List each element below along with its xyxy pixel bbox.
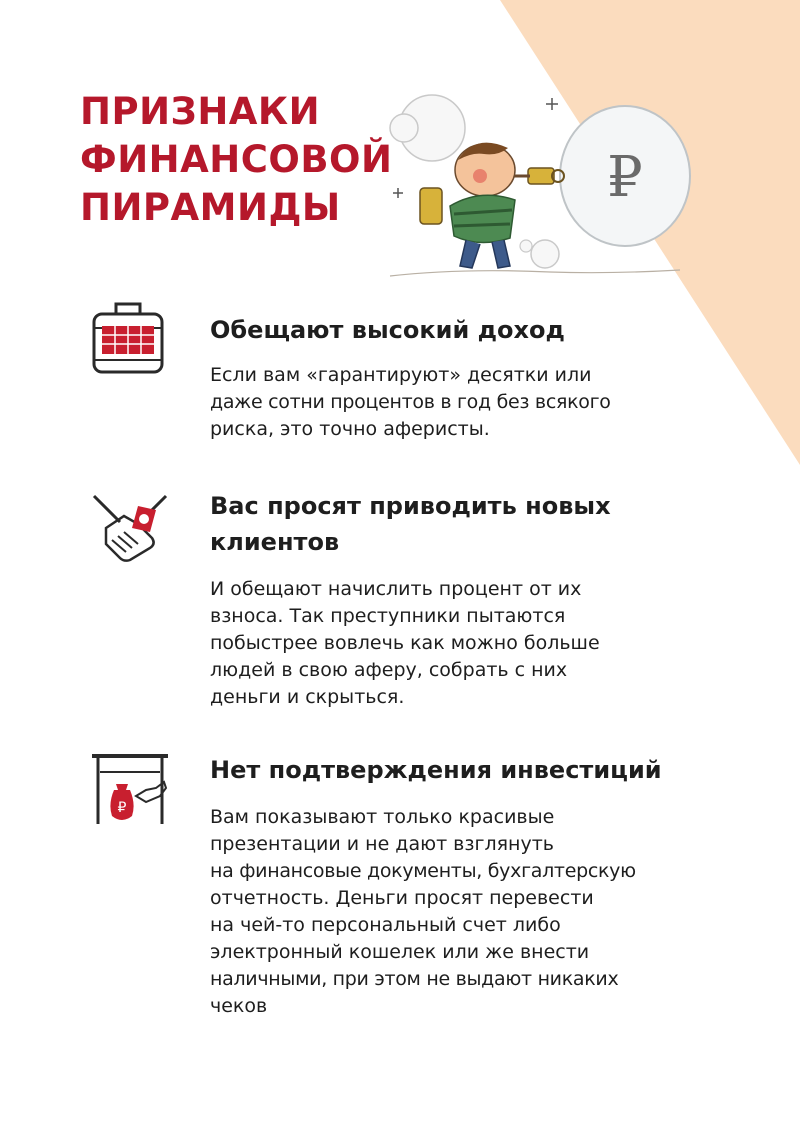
briefcase-money-icon: [90, 298, 170, 378]
feature-high-income-line-1: Если вам «гарантируют» десятки или: [210, 364, 592, 386]
feature-no-investment-proof-line-3: на финансовые документы, бухгалтерскую: [210, 860, 636, 882]
boy-blowing-ruble-bubble-icon: [380, 88, 700, 288]
hidden-money-bag-under-table-icon: [90, 752, 170, 832]
feature-no-investment-proof-line-8: чеков: [210, 995, 268, 1017]
feature-no-investment-proof-line-4: отчетность. Деньги просят перевести: [210, 887, 594, 909]
feature-no-investment-proof-line-1: Вам показывают только красивые: [210, 806, 555, 828]
feature-new-clients-line-4: людей в свою аферу, собрать с них: [210, 659, 568, 681]
feature-no-investment-proof-line-5: на чей-то персональный счет либо: [210, 914, 561, 936]
page-title: [80, 88, 392, 232]
feature-high-income-heading: Обещают высокий доход: [210, 316, 565, 344]
feature-new-clients-line-3: побыстрее вовлечь как можно больше: [210, 632, 600, 654]
page-title-line-1: ПРИЗНАКИ: [80, 90, 321, 133]
feature-new-clients-line-5: деньги и скрыться.: [210, 686, 405, 708]
feature-high-income-text: [210, 362, 680, 443]
feature-no-investment-proof-line-7: наличными, при этом не выдают никаких: [210, 968, 619, 990]
feature-no-investment-proof-line-2: презентации и не дают взглянуть: [210, 833, 554, 855]
feature-new-clients-line-2: взноса. Так преступники пытаются: [210, 605, 566, 627]
feature-new-clients-line-1: И обещают начислить процент от их: [210, 578, 582, 600]
feature-no-investment-proof-text: [210, 804, 680, 1020]
feature-new-clients-heading: Вас просят приводить новых клиентов: [210, 492, 611, 556]
feature-new-clients-text: [210, 576, 680, 711]
page-title-line-3: ПИРАМИДЫ: [80, 186, 341, 229]
feature-high-income-line-2: даже сотни процентов в год без всякого: [210, 391, 611, 413]
ruble-symbol: ₽: [607, 145, 643, 210]
handshake-money-icon: [90, 488, 170, 568]
money-bag-ruble-symbol: ₽: [117, 800, 127, 816]
feature-high-income-line-3: риска, это точно аферисты.: [210, 418, 490, 440]
feature-no-investment-proof-heading: Нет подтверждения инвестиций: [210, 756, 662, 784]
page-title-line-2: ФИНАНСОВОЙ: [80, 138, 393, 181]
feature-no-investment-proof-line-6: электронный кошелек или же внести: [210, 941, 590, 963]
